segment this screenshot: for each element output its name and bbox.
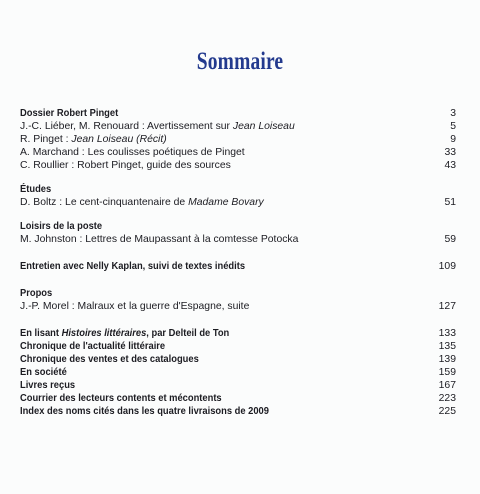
entry-text: A. Marchand : Les coulisses poétiques de Pinget bbox=[20, 147, 245, 158]
rubrique-label: Index des noms cités dans les quatre livraisons de 2009 bbox=[20, 406, 269, 417]
page-number: 139 bbox=[438, 354, 456, 365]
section-heading-etudes bbox=[20, 183, 456, 196]
section-heading-entretien[interactable] bbox=[20, 260, 456, 273]
toc-entry[interactable] bbox=[20, 233, 456, 246]
rubrique-label: En lisant bbox=[20, 328, 62, 339]
toc-rubrique[interactable] bbox=[20, 379, 456, 392]
table-of-contents bbox=[20, 107, 456, 418]
rubrique-title-italic: Histoires littéraires bbox=[61, 328, 147, 339]
section-heading-label: Dossier Robert Pinget bbox=[20, 108, 119, 119]
page-number: 133 bbox=[438, 328, 456, 339]
rubrique-label: Livres reçus bbox=[20, 380, 76, 391]
section-heading-loisirs bbox=[20, 220, 456, 233]
section-heading-pinget[interactable] bbox=[20, 107, 456, 120]
page-number: 127 bbox=[438, 301, 456, 312]
entry-title-italic: Jean Loiseau bbox=[232, 121, 295, 132]
page-number: 159 bbox=[438, 367, 456, 378]
page-number: 51 bbox=[444, 197, 456, 208]
entry-title-italic: Jean Loiseau (Récit) bbox=[71, 134, 167, 145]
toc-rubrique[interactable] bbox=[20, 405, 456, 418]
entry-text: M. Johnston : Lettres de Maupassant à la comtesse Potocka bbox=[20, 234, 299, 245]
section-heading-label: Études bbox=[20, 184, 52, 195]
toc-rubrique[interactable] bbox=[20, 366, 456, 379]
page-number: 167 bbox=[438, 380, 456, 391]
page-number: 5 bbox=[450, 121, 456, 132]
page-number: 33 bbox=[444, 147, 456, 158]
page-number: 109 bbox=[438, 261, 456, 272]
rubrique-label: En société bbox=[20, 367, 67, 378]
page-number: 3 bbox=[450, 108, 456, 119]
entry-text: C. Roullier : Robert Pinget, guide des sources bbox=[20, 160, 231, 171]
page-title: Sommaire bbox=[196, 48, 284, 75]
rubrique-label: Chronique de l'actualité littéraire bbox=[20, 341, 166, 352]
entry-text: J.-P. Morel : Malraux et la guerre d'Espagne, suite bbox=[20, 301, 250, 312]
section-heading-label: Loisirs de la poste bbox=[20, 221, 103, 232]
toc-entry[interactable] bbox=[20, 300, 456, 313]
rubrique-label: Chronique des ventes et des catalogues bbox=[20, 354, 199, 365]
entry-title-italic: Madame Bovary bbox=[188, 197, 264, 208]
toc-rubrique[interactable] bbox=[20, 340, 456, 353]
entry-text: J.-C. Liéber, M. Renouard : Avertissement sur bbox=[20, 121, 233, 132]
toc-entry[interactable] bbox=[20, 159, 456, 172]
entry-text: R. Pinget : bbox=[20, 134, 72, 145]
toc-rubrique[interactable] bbox=[20, 392, 456, 405]
page-number: 43 bbox=[444, 160, 456, 171]
toc-entry[interactable] bbox=[20, 120, 456, 133]
page-number: 135 bbox=[438, 341, 456, 352]
toc-entry[interactable] bbox=[20, 196, 456, 209]
page-number: 59 bbox=[444, 234, 456, 245]
page-number: 225 bbox=[438, 406, 456, 417]
page-number: 223 bbox=[438, 393, 456, 404]
toc-rubrique[interactable] bbox=[20, 327, 456, 340]
section-heading-propos bbox=[20, 287, 456, 300]
toc-entry[interactable] bbox=[20, 133, 456, 146]
rubrique-label: , par Delteil de Ton bbox=[146, 328, 230, 339]
section-heading-label: Propos bbox=[20, 288, 53, 299]
section-heading-label: Entretien avec Nelly Kaplan, suivi de textes inédits bbox=[20, 261, 246, 272]
toc-entry[interactable] bbox=[20, 146, 456, 159]
entry-text: D. Boltz : Le cent-cinquantenaire de bbox=[20, 197, 189, 208]
page-number: 9 bbox=[450, 134, 456, 145]
rubrique-label: Courrier des lecteurs contents et mécontents bbox=[20, 393, 222, 404]
toc-rubrique[interactable] bbox=[20, 353, 456, 366]
